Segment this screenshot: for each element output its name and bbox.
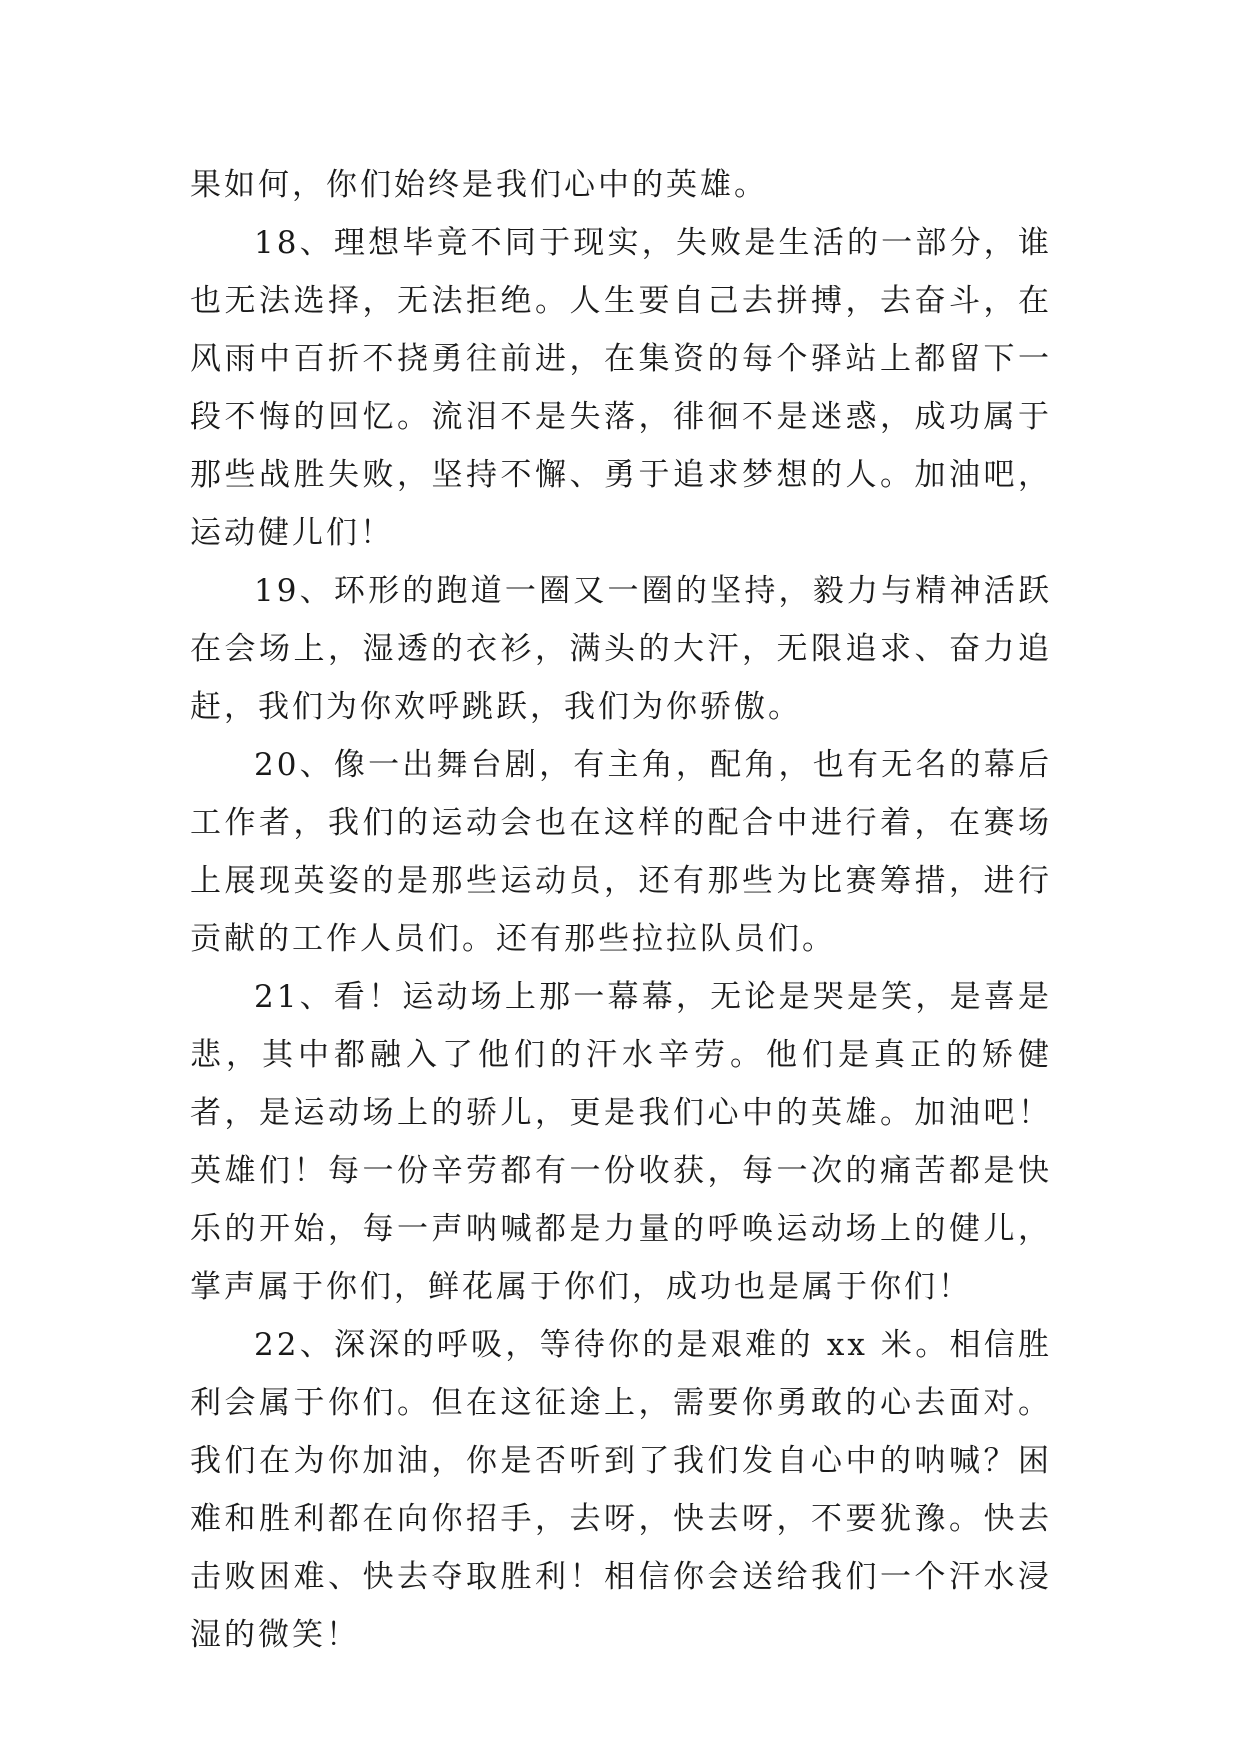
paragraph-continuation: 果如何，你们始终是我们心中的英雄。 bbox=[190, 167, 768, 203]
paragraph-22: 22、深深的呼吸，等待你的是艰难的 xx 米。相信胜利会属于你们。但在这征途上，需要你勇敢的心去面对。我们在为你加油，你是否听到了我们发自心中的呐喊？困难和胜利都在向你招手，去呀，快去呀，不要犹豫。快去击败困难、快去夺取胜利！相信你会送给我们一个汗水浸湿的微笑！ bbox=[190, 1327, 1052, 1653]
paragraph-21: 21、看！运动场上那一幕幕，无论是哭是笑，是喜是悲，其中都融入了他们的汗水辛劳。他们是真正的矫健者，是运动场上的骄儿，更是我们心中的英雄。加油吧！英雄们！每一份辛劳都有一份收获，每一次的痛苦都是快乐的开始，每一声呐喊都是力量的呼唤运动场上的健儿，掌声属于你们，鲜花属于你们，成功也是属于你们！ bbox=[190, 979, 1052, 1305]
document-body bbox=[190, 156, 1052, 1664]
paragraph-18: 18、理想毕竟不同于现实，失败是生活的一部分，谁也无法选择，无法拒绝。人生要自己去拼搏，去奋斗，在风雨中百折不挠勇往前进，在集资的每个驿站上都留下一段不悔的回忆。流泪不是失落，徘徊不是迷惑，成功属于那些战胜失败，坚持不懈、勇于追求梦想的人。加油吧，运动健儿们！ bbox=[190, 225, 1052, 551]
paragraph-19: 19、环形的跑道一圈又一圈的坚持，毅力与精神活跃在会场上，湿透的衣衫，满头的大汗，无限追求、奋力追赶，我们为你欢呼跳跃，我们为你骄傲。 bbox=[190, 573, 1052, 725]
paragraph-20: 20、像一出舞台剧，有主角，配角，也有无名的幕后工作者，我们的运动会也在这样的配合中进行着，在赛场上展现英姿的是那些运动员，还有那些为比赛筹措，进行贡献的工作人员们。还有那些拉拉队员们。 bbox=[190, 747, 1052, 957]
